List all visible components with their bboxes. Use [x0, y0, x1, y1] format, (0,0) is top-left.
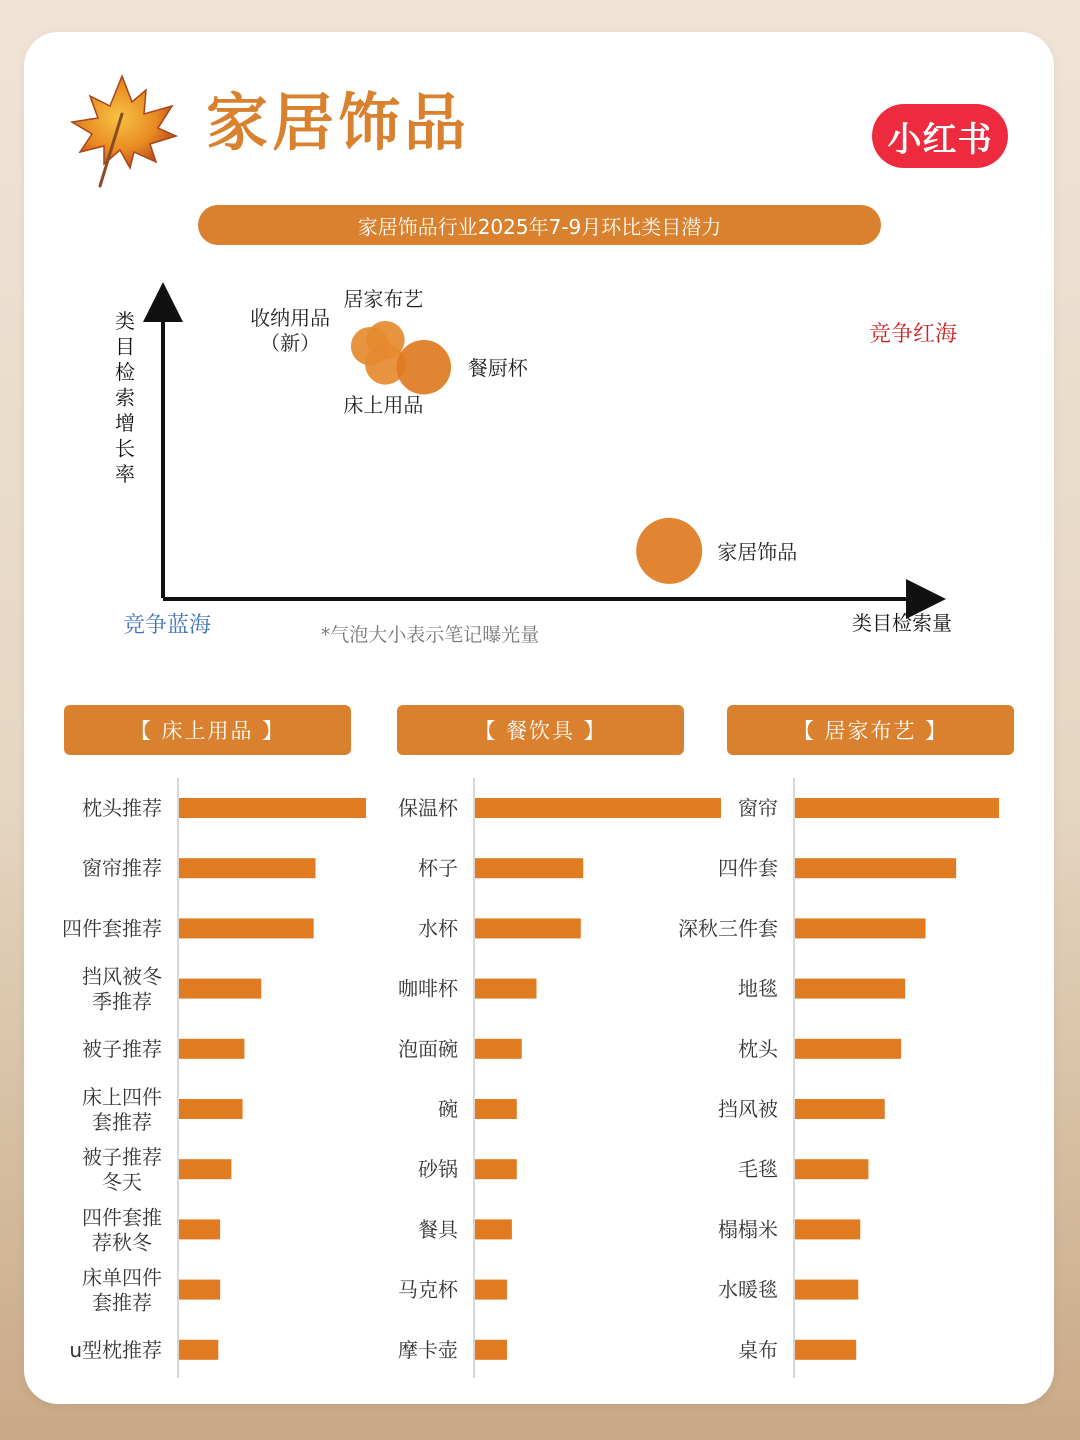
bar-label: 枕头推荐 — [82, 796, 162, 820]
bar-label: 荐秋冬 — [92, 1230, 152, 1255]
bubble-label: 居家布艺 — [343, 287, 424, 312]
bar-label: 套推荐 — [92, 1290, 152, 1315]
bar-label: 被子推荐 — [82, 1036, 162, 1061]
bar-label: 窗帘推荐 — [82, 856, 162, 881]
bar-label: 季推荐 — [92, 989, 152, 1014]
bar-label: 冬天 — [102, 1170, 142, 1195]
y-axis-label-char: 检 — [115, 360, 135, 384]
y-axis-label-char: 率 — [115, 462, 135, 486]
bubble-label: 收纳用品 — [250, 306, 331, 331]
bar-label: 四件套推荐 — [62, 916, 162, 941]
bedding-header: 【 床上用品 】 — [64, 705, 351, 755]
bubble-point — [397, 340, 452, 395]
y-axis-label-char: 增 — [115, 411, 135, 435]
bar-label: 挡风被冬 — [82, 964, 162, 989]
bar-label: 挡风被 — [718, 1097, 778, 1121]
bar-label: 咖啡杯 — [398, 976, 458, 1001]
bar-label: 水暖毯 — [718, 1277, 778, 1302]
bar-label: 深秋三件套 — [678, 916, 778, 941]
bar-label: 碗 — [438, 1097, 458, 1121]
bar-label: 毛毯 — [738, 1157, 778, 1182]
home-textile-header: 【 居家布艺 】 — [727, 705, 1014, 755]
bar-label: 餐具 — [418, 1217, 458, 1242]
bar-label: 马克杯 — [398, 1277, 458, 1302]
y-axis-label-char: 目 — [115, 334, 135, 359]
y-axis-label-char: 索 — [115, 385, 135, 410]
bubble-label: 餐厨杯 — [467, 356, 528, 381]
bar-label: 杯子 — [418, 856, 458, 881]
bar-label: 水杯 — [418, 916, 458, 941]
tableware-header: 【 餐饮具 】 — [397, 705, 684, 755]
bar-label: 枕头 — [738, 1036, 778, 1061]
bar-label: 四件套 — [718, 856, 778, 881]
bar-label: 床上四件 — [82, 1085, 162, 1109]
chart-subtitle-pill: 家居饰品行业2025年7-9月环比类目潜力 — [198, 205, 881, 245]
quadrant-label-red-ocean: 竞争红海 — [868, 322, 958, 347]
bubble-point — [636, 518, 702, 584]
bubble-size-note: *气泡大小表示笔记曝光量 — [320, 624, 540, 646]
y-axis-label-char: 长 — [115, 436, 135, 461]
bar-label: 泡面碗 — [398, 1036, 458, 1061]
bubble-series — [250, 287, 797, 584]
bar-label: 窗帘 — [738, 796, 778, 820]
bar-label: 套推荐 — [92, 1110, 152, 1134]
bar-label: 桌布 — [738, 1337, 778, 1362]
bubble-label: 家居饰品 — [717, 539, 798, 564]
xiaohongshu-logo: 小红书 — [872, 104, 1008, 168]
quadrant-label-blue-ocean: 竞争蓝海 — [122, 613, 212, 638]
x-axis-label: 类目检索量 — [852, 611, 952, 635]
bubble-label: （新） — [260, 331, 321, 356]
bar-label: 摩卡壶 — [398, 1337, 458, 1362]
bar-label: 被子推荐 — [82, 1145, 162, 1170]
bar-label: 床单四件 — [82, 1265, 162, 1290]
page-title: 家居饰品 — [206, 86, 471, 159]
bar-label: 砂锅 — [418, 1157, 458, 1182]
bar-label: 保温杯 — [398, 796, 458, 820]
y-axis-label-char: 类 — [115, 309, 135, 333]
bubble-chart — [0, 0, 1080, 680]
y-axis-label — [115, 309, 135, 486]
bar-label: 四件套推 — [82, 1205, 162, 1230]
bar-label: u型枕推荐 — [69, 1337, 162, 1362]
bar-label: 地毯 — [738, 976, 778, 1001]
bubble-label: 床上用品 — [343, 393, 424, 418]
bar-label: 榻榻米 — [718, 1217, 778, 1242]
